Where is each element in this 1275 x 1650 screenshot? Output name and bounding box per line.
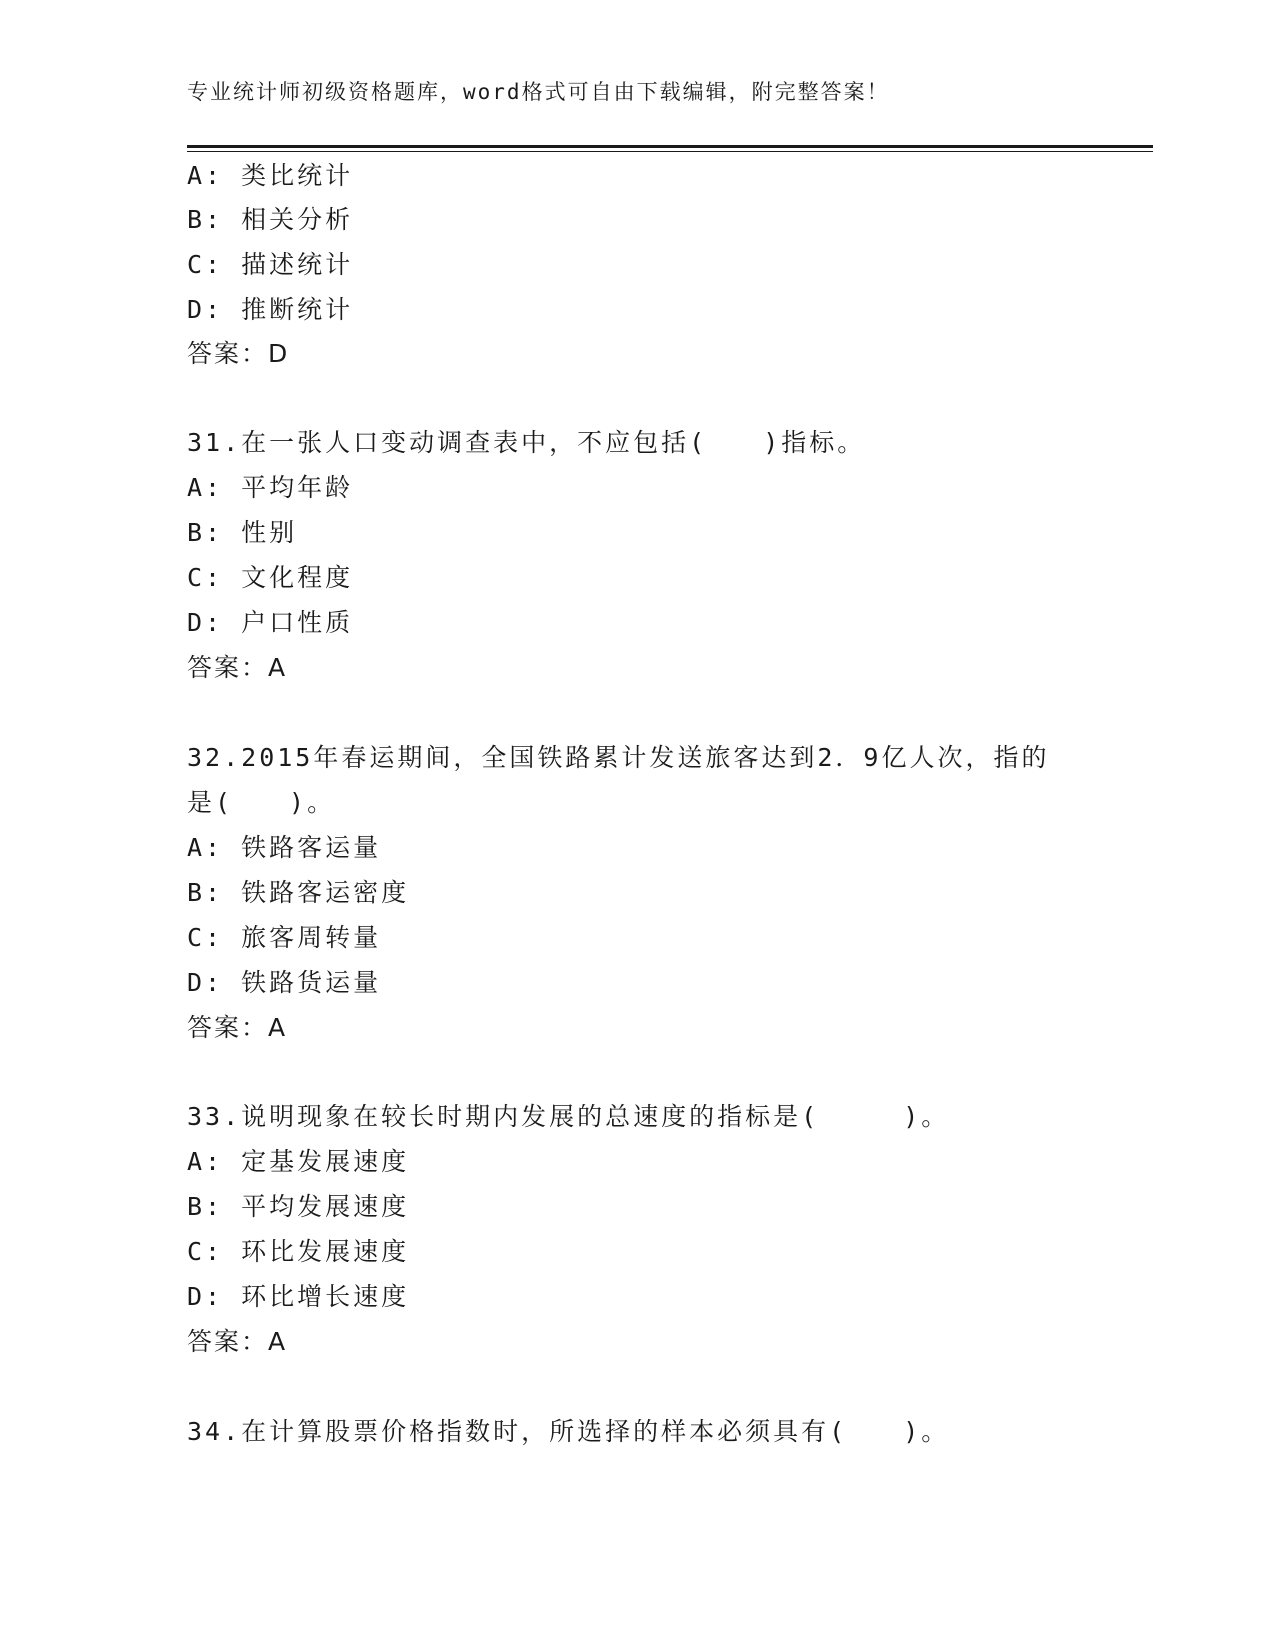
header-rule-thick bbox=[187, 145, 1153, 148]
prev-answer: 答案：D bbox=[187, 339, 290, 368]
q31-stem: 31.在一张人口变动调查表中，不应包括( )指标。 bbox=[187, 428, 866, 457]
q34-stem: 34.在计算股票价格指数时，所选择的样本必须具有( )。 bbox=[187, 1417, 950, 1446]
q31-answer: 答案：A bbox=[187, 653, 288, 682]
q31-option-c: C: 文化程度 bbox=[187, 563, 354, 592]
prev-option-d: D: 推断统计 bbox=[187, 295, 354, 324]
q33-answer: 答案：A bbox=[187, 1327, 288, 1356]
q32-option-b: B: 铁路客运密度 bbox=[187, 878, 410, 907]
q32-option-c: C: 旅客周转量 bbox=[187, 923, 382, 952]
q33-stem: 33.说明现象在较长时期内发展的总速度的指标是( )。 bbox=[187, 1102, 950, 1131]
q32-stem-line2: 是( )。 bbox=[187, 788, 336, 817]
prev-option-c: C: 描述统计 bbox=[187, 250, 354, 279]
q33-option-c: C: 环比发展速度 bbox=[187, 1237, 410, 1266]
q33-option-b: B: 平均发展速度 bbox=[187, 1192, 410, 1221]
header-rule-thin bbox=[187, 151, 1153, 152]
prev-option-a: A: 类比统计 bbox=[187, 161, 354, 190]
q32-stem-line1: 32.2015年春运期间，全国铁路累计发送旅客达到2．9亿人次，指的 bbox=[187, 743, 1050, 772]
page-header: 专业统计师初级资格题库，word格式可自由下载编辑，附完整答案！ bbox=[187, 80, 890, 104]
q32-option-d: D: 铁路货运量 bbox=[187, 968, 382, 997]
q32-option-a: A: 铁路客运量 bbox=[187, 833, 382, 862]
prev-option-b: B: 相关分析 bbox=[187, 205, 354, 234]
q33-option-a: A: 定基发展速度 bbox=[187, 1147, 410, 1176]
q31-option-d: D: 户口性质 bbox=[187, 608, 354, 637]
q31-option-a: A: 平均年龄 bbox=[187, 473, 354, 502]
q31-option-b: B: 性别 bbox=[187, 518, 298, 547]
q32-answer: 答案：A bbox=[187, 1013, 288, 1042]
q33-option-d: D: 环比增长速度 bbox=[187, 1282, 410, 1311]
